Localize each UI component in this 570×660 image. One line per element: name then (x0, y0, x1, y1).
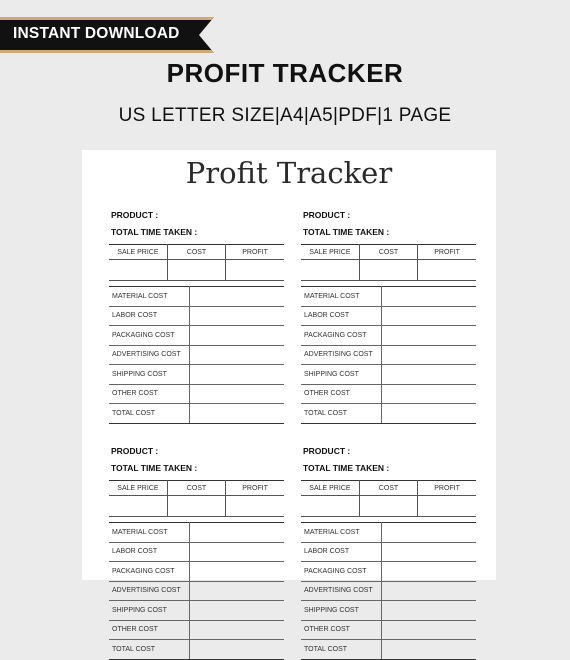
cost-label: OTHER COST (109, 620, 189, 640)
cost-label: PACKAGING COST (301, 562, 381, 582)
product-label: PRODUCT : (303, 446, 351, 456)
price-cell[interactable] (226, 260, 284, 281)
cost-value-cell[interactable] (381, 640, 476, 660)
cost-label: SHIPPING COST (109, 601, 189, 621)
price-header: COST (167, 481, 225, 496)
price-cell[interactable] (109, 496, 167, 517)
cost-row (109, 601, 284, 621)
cost-table (301, 522, 476, 660)
cost-label: OTHER COST (301, 384, 381, 404)
product-label: PRODUCT : (111, 210, 159, 220)
cost-label: SHIPPING COST (109, 365, 189, 385)
cost-value-cell[interactable] (189, 404, 284, 424)
price-header: PROFIT (226, 481, 284, 496)
cost-value-cell[interactable] (381, 287, 476, 307)
cost-value-cell[interactable] (189, 326, 284, 346)
cost-value-cell[interactable] (189, 601, 284, 621)
cost-label: LABOR COST (301, 306, 381, 326)
price-header: SALE PRICE (109, 481, 167, 496)
cost-label: ADVERTISING COST (301, 581, 381, 601)
price-cell[interactable] (167, 260, 225, 281)
cost-value-cell[interactable] (189, 523, 284, 543)
product-label: PRODUCT : (111, 446, 159, 456)
cost-row (301, 640, 476, 660)
price-header: SALE PRICE (301, 481, 359, 496)
cost-value-cell[interactable] (381, 306, 476, 326)
cost-row (109, 562, 284, 582)
cost-label: TOTAL COST (109, 404, 189, 424)
cost-label: LABOR COST (109, 542, 189, 562)
price-cell[interactable] (226, 496, 284, 517)
cost-row (109, 581, 284, 601)
cost-value-cell[interactable] (189, 640, 284, 660)
price-cell[interactable] (167, 496, 225, 517)
cost-label: LABOR COST (109, 306, 189, 326)
cost-table (109, 522, 284, 660)
cost-label: PACKAGING COST (301, 326, 381, 346)
cost-label: ADVERTISING COST (301, 345, 381, 365)
cost-row (301, 306, 476, 326)
product-headline: PROFIT TRACKER (166, 58, 404, 88)
cost-value-cell[interactable] (381, 581, 476, 601)
cost-row (301, 326, 476, 346)
cost-value-cell[interactable] (381, 542, 476, 562)
cost-value-cell[interactable] (381, 345, 476, 365)
cost-label: TOTAL COST (301, 640, 381, 660)
price-header: PROFIT (418, 245, 476, 260)
cost-table (109, 286, 284, 424)
cost-label: MATERIAL COST (109, 523, 189, 543)
price-header: COST (167, 245, 225, 260)
cost-row (301, 562, 476, 582)
cost-value-cell[interactable] (381, 384, 476, 404)
price-cell[interactable] (418, 260, 476, 281)
cost-row (109, 542, 284, 562)
cost-label: LABOR COST (301, 542, 381, 562)
cost-row (301, 384, 476, 404)
cost-value-cell[interactable] (381, 562, 476, 582)
time-taken-label: TOTAL TIME TAKEN : (111, 227, 198, 237)
cost-value-cell[interactable] (381, 601, 476, 621)
price-table (109, 244, 284, 281)
cost-value-cell[interactable] (189, 562, 284, 582)
price-header: COST (359, 481, 417, 496)
price-header: PROFIT (226, 245, 284, 260)
cost-value-cell[interactable] (189, 384, 284, 404)
price-header: COST (359, 245, 417, 260)
cost-row (301, 287, 476, 307)
cost-value-cell[interactable] (381, 620, 476, 640)
cost-row (109, 523, 284, 543)
cost-row (109, 345, 284, 365)
cost-row (109, 404, 284, 424)
cost-label: SHIPPING COST (301, 601, 381, 621)
price-cell[interactable] (418, 496, 476, 517)
cost-row (301, 345, 476, 365)
cost-label: SHIPPING COST (301, 365, 381, 385)
cost-value-cell[interactable] (381, 326, 476, 346)
cost-value-cell[interactable] (189, 306, 284, 326)
cost-row (301, 620, 476, 640)
cost-row (109, 306, 284, 326)
cost-label: TOTAL COST (109, 640, 189, 660)
cost-row (109, 287, 284, 307)
cost-label: TOTAL COST (301, 404, 381, 424)
cost-row (301, 365, 476, 385)
planner-page (82, 150, 496, 653)
banner-label: INSTANT DOWNLOAD (13, 25, 180, 42)
cost-value-cell[interactable] (189, 365, 284, 385)
price-header: SALE PRICE (301, 245, 359, 260)
cost-row (109, 365, 284, 385)
product-label: PRODUCT : (303, 210, 351, 220)
cost-label: OTHER COST (301, 620, 381, 640)
price-header: PROFIT (418, 481, 476, 496)
cost-label: PACKAGING COST (109, 562, 189, 582)
cost-row (301, 542, 476, 562)
cost-row (301, 404, 476, 424)
time-taken-label: TOTAL TIME TAKEN : (111, 463, 198, 473)
cost-label: PACKAGING COST (109, 326, 189, 346)
time-taken-label: TOTAL TIME TAKEN : (303, 227, 390, 237)
cost-value-cell[interactable] (189, 620, 284, 640)
cost-value-cell[interactable] (189, 345, 284, 365)
time-taken-label: TOTAL TIME TAKEN : (303, 463, 390, 473)
cost-label: ADVERTISING COST (109, 345, 189, 365)
price-table (109, 480, 284, 517)
cost-label: MATERIAL COST (109, 287, 189, 307)
cost-label: MATERIAL COST (301, 523, 381, 543)
price-cell[interactable] (301, 496, 359, 517)
price-cell[interactable] (359, 496, 417, 517)
cost-row (109, 384, 284, 404)
cost-row (109, 620, 284, 640)
cost-row (301, 581, 476, 601)
cost-value-cell[interactable] (381, 404, 476, 424)
cost-value-cell[interactable] (381, 523, 476, 543)
price-table (301, 244, 476, 281)
price-cell[interactable] (109, 260, 167, 281)
format-subline: US LETTER SIZE|A4|A5|PDF|1 PAGE (118, 105, 452, 126)
price-cell[interactable] (359, 260, 417, 281)
cost-value-cell[interactable] (189, 581, 284, 601)
cost-row (109, 326, 284, 346)
cost-table (301, 286, 476, 424)
price-cell[interactable] (301, 260, 359, 281)
cost-label: MATERIAL COST (301, 287, 381, 307)
cost-row (109, 640, 284, 660)
cost-row (301, 523, 476, 543)
cost-row (301, 601, 476, 621)
price-header: SALE PRICE (109, 245, 167, 260)
cost-label: OTHER COST (109, 384, 189, 404)
cost-value-cell[interactable] (189, 287, 284, 307)
cost-value-cell[interactable] (381, 365, 476, 385)
price-table (301, 480, 476, 517)
cost-label: ADVERTISING COST (109, 581, 189, 601)
cost-value-cell[interactable] (189, 542, 284, 562)
page-title: Profit Tracker (185, 156, 393, 190)
